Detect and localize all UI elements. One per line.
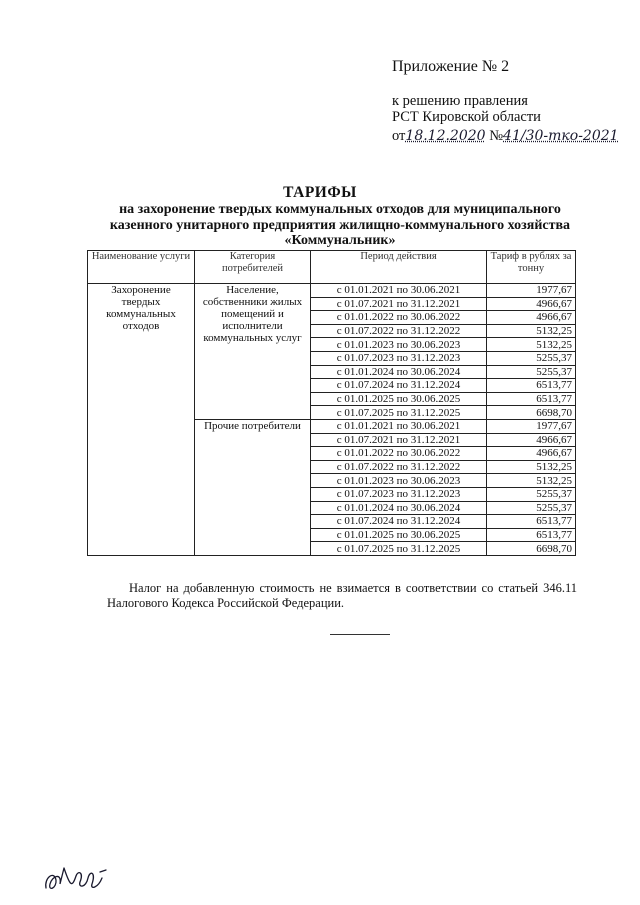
- decision-reference: [392, 93, 541, 125]
- tariff-table: [87, 250, 576, 556]
- tariff-cell: 4966,67: [487, 311, 576, 325]
- tariff-cell: 6513,77: [487, 528, 576, 542]
- appendix-label: Приложение № 2: [392, 58, 510, 75]
- decision-line-2: РСТ Кировской области: [392, 109, 541, 125]
- decision-line-1: к решению правления: [392, 93, 528, 109]
- tariff-cell: 4966,67: [487, 447, 576, 461]
- column-header-category: Категория потребителей: [195, 251, 311, 284]
- tariff-cell: 6698,70: [487, 542, 576, 556]
- tariff-cell: 6513,77: [487, 379, 576, 393]
- table-row: [88, 284, 576, 298]
- vat-note: Налог на добавленную стоимость не взимается в соответствии со статьей 346.11 Налогового Кодекса Российской Федерации.: [107, 581, 577, 610]
- period-cell: с 01.07.2023 по 31.12.2023: [311, 487, 487, 501]
- period-cell: с 01.01.2025 по 30.06.2025: [311, 392, 487, 406]
- period-cell: с 01.07.2022 по 31.12.2022: [311, 324, 487, 338]
- tariff-cell: 6513,77: [487, 392, 576, 406]
- tariff-cell: 5132,25: [487, 460, 576, 474]
- period-cell: с 01.07.2025 по 31.12.2025: [311, 406, 487, 420]
- tariff-cell: 5255,37: [487, 501, 576, 515]
- tariff-cell: 5132,25: [487, 338, 576, 352]
- period-cell: с 01.01.2024 по 30.06.2024: [311, 365, 487, 379]
- signature-mark: [40, 858, 120, 898]
- document-title: ТАРИФЫ: [283, 184, 357, 201]
- category-population-cell: Население, собственники жилых помещений и исполнители коммунальных услуг: [195, 284, 311, 420]
- tariff-cell: 5255,37: [487, 365, 576, 379]
- column-header-tariff: Тариф в рублях за тонну: [487, 251, 576, 284]
- tariff-cell: 4966,67: [487, 297, 576, 311]
- decision-date-line: [392, 128, 619, 145]
- period-cell: с 01.07.2024 по 31.12.2024: [311, 515, 487, 529]
- tariff-cell: 1977,67: [487, 284, 576, 298]
- column-header-period: Период действия: [311, 251, 487, 284]
- handwritten-number: 41/30-тко-2021: [503, 128, 619, 144]
- tariff-cell: 5132,25: [487, 474, 576, 488]
- period-cell: с 01.07.2021 по 31.12.2021: [311, 297, 487, 311]
- tariff-cell: 6513,77: [487, 515, 576, 529]
- period-cell: с 01.01.2025 по 30.06.2025: [311, 528, 487, 542]
- period-cell: с 01.07.2021 по 31.12.2021: [311, 433, 487, 447]
- period-cell: с 01.01.2021 по 30.06.2021: [311, 419, 487, 433]
- period-cell: с 01.01.2024 по 30.06.2024: [311, 501, 487, 515]
- column-header-service: Наименование услуги: [88, 251, 195, 284]
- period-cell: с 01.07.2024 по 31.12.2024: [311, 379, 487, 393]
- number-prefix: №: [489, 128, 504, 144]
- date-prefix: от: [392, 128, 406, 144]
- period-cell: с 01.07.2022 по 31.12.2022: [311, 460, 487, 474]
- period-cell: с 01.07.2023 по 31.12.2023: [311, 351, 487, 365]
- category-other-cell: Прочие потребители: [195, 419, 311, 555]
- document-subtitle: на захоронение твердых коммунальных отходов для муниципального казенного унитарного предприятия жилищно-коммунального хозяйства «Коммунальник»: [109, 202, 571, 248]
- period-cell: с 01.01.2023 по 30.06.2023: [311, 338, 487, 352]
- closing-rule: [330, 634, 390, 635]
- tariff-cell: 5132,25: [487, 324, 576, 338]
- handwritten-date: 18.12.2020: [405, 128, 486, 144]
- service-name-cell: Захоронение твердых коммунальных отходов: [88, 284, 195, 556]
- tariff-cell: 5255,37: [487, 351, 576, 365]
- table-header-row: [88, 251, 576, 284]
- tariff-cell: 1977,67: [487, 419, 576, 433]
- period-cell: с 01.01.2021 по 30.06.2021: [311, 284, 487, 298]
- tariff-cell: 5255,37: [487, 487, 576, 501]
- period-cell: с 01.01.2023 по 30.06.2023: [311, 474, 487, 488]
- tariff-cell: 4966,67: [487, 433, 576, 447]
- period-cell: с 01.01.2022 по 30.06.2022: [311, 447, 487, 461]
- period-cell: с 01.07.2025 по 31.12.2025: [311, 542, 487, 556]
- tariff-cell: 6698,70: [487, 406, 576, 420]
- period-cell: с 01.01.2022 по 30.06.2022: [311, 311, 487, 325]
